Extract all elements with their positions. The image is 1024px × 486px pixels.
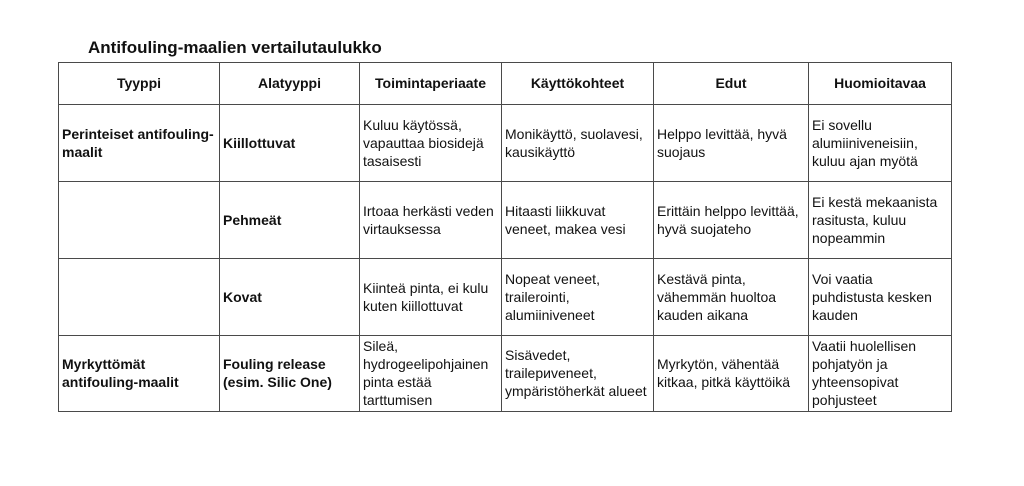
header-alatyyppi: Alatyyppi <box>220 63 360 105</box>
table-row <box>59 182 952 259</box>
cell-toimintaperiaate: Kiinteä pinta, ei kulu kuten kiillottuvat <box>360 259 502 336</box>
cell-kayttokohteet: Nopeat veneet, trailerointi, alumiiniveneet <box>502 259 654 336</box>
header-huomioitavaa: Huomioitavaa <box>809 63 952 105</box>
cell-alatyyppi: Kovat <box>220 259 360 336</box>
cell-edut: Helppo levittää, hyvä suojaus <box>654 105 809 182</box>
page-title: Antifouling-maalien vertailutaulukko <box>88 38 382 57</box>
cell-toimintaperiaate: Irtoaa herkästi veden virtauksessa <box>360 182 502 259</box>
cell-toimintaperiaate: Kuluu käytössä, vapauttaa biosidejä tasaisesti <box>360 105 502 182</box>
cell-alatyyppi: Pehmeät <box>220 182 360 259</box>
cell-huomioitavaa: Vaatii huolellisen pohjatyön ja yhteensopivat pohjusteet <box>809 336 952 412</box>
header-toimintaperiaate: Toimintaperiaate <box>360 63 502 105</box>
header-tyyppi: Tyyppi <box>59 63 220 105</box>
cell-alatyyppi: Kiillottuvat <box>220 105 360 182</box>
cell-toimintaperiaate: Sileä, hydrogeelipohjainen pinta estää tarttumisen <box>360 336 502 412</box>
cell-kayttokohteet: Hitaasti liikkuvat veneet, makea vesi <box>502 182 654 259</box>
cell-tyyppi: Myrkyttömät antifouling-maalit <box>59 336 220 412</box>
cell-huomioitavaa: Voi vaatia puhdistusta kesken kauden <box>809 259 952 336</box>
cell-edut: Myrkytön, vähentää kitkaa, pitkä käyttöikä <box>654 336 809 412</box>
cell-tyyppi: Perinteiset antifouling-maalit <box>59 105 220 182</box>
table-row <box>59 105 952 182</box>
comparison-table <box>58 62 952 412</box>
cell-huomioitavaa: Ei kestä mekaanista rasitusta, kuluu nopeammin <box>809 182 952 259</box>
cell-kayttokohteet: Sisävedet, trailериveneet, ympäristöherkät alueet <box>502 336 654 412</box>
header-edut: Edut <box>654 63 809 105</box>
cell-edut: Kestävä pinta, vähemmän huoltoa kauden aikana <box>654 259 809 336</box>
cell-edut: Erittäin helppo levittää, hyvä suojateho <box>654 182 809 259</box>
table-row <box>59 336 952 412</box>
cell-alatyyppi: Fouling release (esim. Silic One) <box>220 336 360 412</box>
cell-kayttokohteet: Monikäyttö, suolavesi, kausikäyttö <box>502 105 654 182</box>
cell-tyyppi <box>59 182 220 259</box>
table-header-row <box>59 63 952 105</box>
cell-tyyppi <box>59 259 220 336</box>
table-row <box>59 259 952 336</box>
header-kayttokohteet: Käyttökohteet <box>502 63 654 105</box>
cell-huomioitavaa: Ei sovellu alumiiniveneisiin, kuluu ajan myötä <box>809 105 952 182</box>
